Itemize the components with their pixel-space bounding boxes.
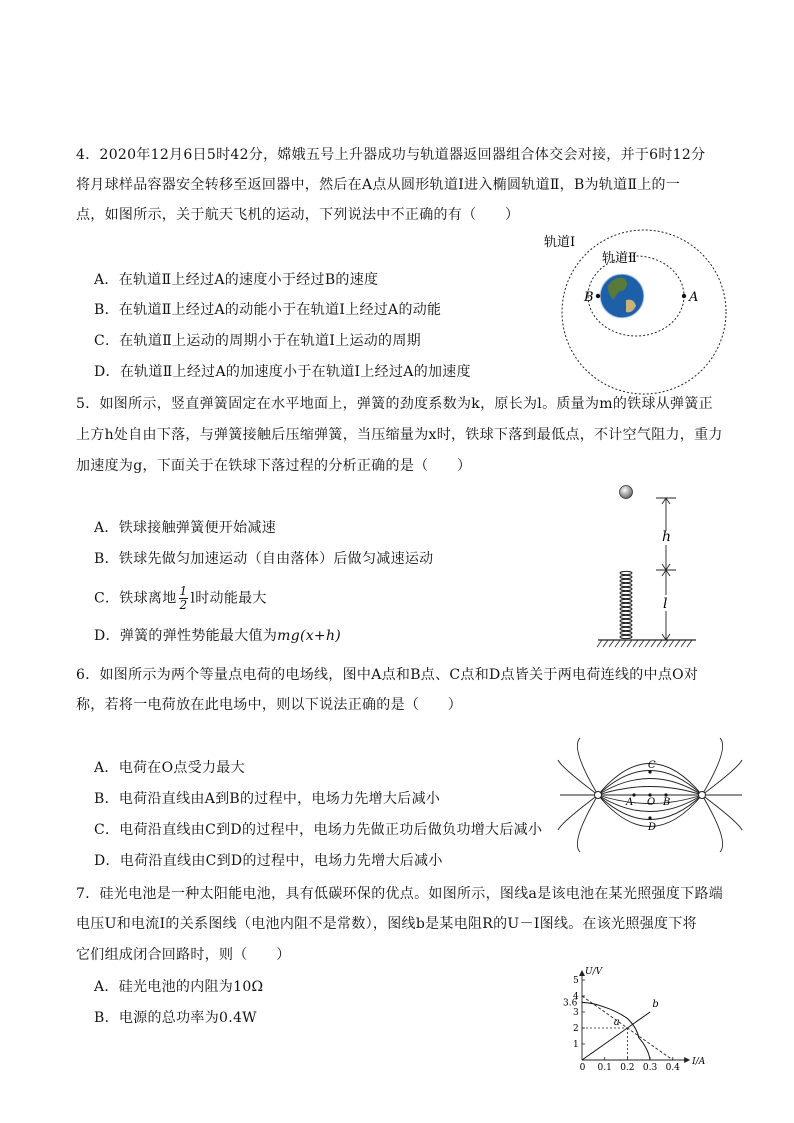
q6-line-1: 6．如图所示为两个等量点电荷的电场线，图中A点和B点、C点和D点皆关于两电荷连线的中点O对 [76, 667, 699, 683]
y-tick-label: 3 [573, 1008, 579, 1018]
q4-line-1: 4．2020年12月6日5时42分，嫦娥五号上升器成功与轨道器返回器组合体交会对接，并于6时12分 [76, 147, 706, 163]
fraction-denominator: 2 [179, 598, 188, 612]
q4-option-b: B．在轨道Ⅱ上经过A的动能小于在轨道Ⅰ上经过A的动能 [94, 302, 442, 318]
y-tick-label: 5 [573, 976, 579, 986]
q6-option-c: C．电荷沿直线由C到D的过程中，电场力先做正功后做负功增大后减小 [94, 822, 543, 838]
charge-right [699, 792, 706, 799]
x-tick-label: 0.4 [665, 1063, 680, 1073]
x-axis-arrow [684, 1057, 690, 1063]
label-b: B [663, 797, 671, 808]
spring [620, 571, 632, 638]
q5-option-d-expression: mg(x+h) [277, 628, 342, 644]
q4-option-d: D．在轨道Ⅱ上经过A的加速度小于在轨道Ⅰ上经过A的加速度 [94, 364, 471, 380]
y-tick-label: 4 [573, 992, 579, 1002]
point-a-dot [682, 294, 686, 298]
x-tick-label: 0.2 [620, 1063, 635, 1073]
charge-left [595, 792, 602, 799]
series-a-label: a [613, 1016, 620, 1028]
q5-option-b: B．铁球先做匀加速运动（自由落体）后做匀减速运动 [94, 551, 434, 567]
q5-option-a: A．铁球接触弹簧便开始减速 [94, 520, 277, 536]
label-orbit-2: 轨道Ⅱ [602, 251, 637, 266]
label-l: l [663, 596, 668, 612]
q7-option-b: B．电源的总功率为0.4W [94, 1010, 257, 1026]
spring-figure [596, 483, 706, 648]
point-b-dot [596, 294, 600, 298]
label-c: C [648, 760, 656, 771]
label-d: D [648, 822, 657, 833]
q4-option-c: C．在轨道Ⅱ上运动的周期小于在轨道Ⅰ上运动的周期 [94, 333, 421, 349]
q5-line-3: 加速度为g，下面关于在铁球下落过程的分析正确的是（ ） [76, 458, 472, 474]
q5-line-1: 5．如图所示，竖直弹簧固定在水平地面上，弹簧的劲度系数为k，原长为l。质量为m的铁球从弹簧正 [76, 396, 713, 412]
q7-line-2: 电压U和电流I的关系图线（电池内阻不是常数），图线b是某电阻R的U－I图线。在该光照强度下将 [76, 916, 697, 932]
q7-option-a: A．硅光电池的内阻为10Ω [94, 979, 264, 995]
u-i-chart [556, 962, 716, 1074]
field-lines-figure [560, 738, 760, 848]
orbit-figure [544, 230, 734, 390]
q4-option-a: A．在轨道Ⅱ上经过A的速度小于经过B的速度 [94, 272, 379, 288]
dimension-lines [656, 498, 676, 640]
iron-ball [620, 486, 633, 499]
y-tick-label: 3.6 [563, 998, 578, 1009]
label-orbit-1: 轨道Ⅰ [544, 235, 576, 250]
series-a-line [582, 1002, 650, 1060]
q5-option-c: C．铁球离地 $\frac{1}{2}$ l时动能最大 [94, 584, 267, 612]
q7-line-3: 它们组成闭合回路时，则（ ） [76, 947, 291, 963]
x-tick-label: 0 [579, 1063, 586, 1073]
x-axis-label: I/A [692, 1057, 706, 1067]
label-h: h [662, 529, 672, 545]
y-tick-label: 1 [573, 1040, 579, 1050]
label-o: O [647, 797, 656, 808]
q4-line-3: 点，如图所示，关于航天飞机的运动，下列说法中不正确的有（ ） [76, 207, 520, 223]
q6-option-b: B．电荷沿直线由A到B的过程中，电场力先增大后减小 [94, 791, 441, 807]
q6-option-d: D．电荷沿直线由C到D的过程中，电场力先增大后减小 [94, 853, 443, 869]
x-tick-label: 0.1 [597, 1063, 612, 1073]
orbit-1-circle [562, 230, 726, 394]
q6-line-2: 称，若将一电荷放在此电场中，则以下说法正确的是（ ） [76, 697, 463, 713]
label-b: B [584, 290, 594, 305]
q4-line-2: 将月球样品容器安全转移至返回器中，然后在A点从圆形轨道Ⅰ进入椭圆轨道Ⅱ，B为轨道Ⅱ上的一 [76, 177, 681, 193]
q7-line-1: 7．硅光电池是一种太阳能电池，具有低碳环保的优点。如图所示，图线a是该电池在某光照强度下路端 [76, 886, 724, 902]
y-tick-label: 2 [573, 1024, 579, 1034]
x-tick-label: 0.3 [642, 1063, 658, 1073]
q6-option-a: A．电荷在O点受力最大 [94, 760, 245, 776]
label-a: A [689, 290, 699, 305]
label-a: A [626, 797, 634, 808]
fraction-numerator: 1 [179, 584, 188, 598]
series-b-label: b [652, 999, 659, 1011]
q5-line-2: 上方h处自由下落，与弹簧接触后压缩弹簧，当压缩量为x时，铁球下落到最低点，不计空气阻力，重力 [76, 427, 723, 443]
q5-option-d: D．弹簧的弹性势能最大值为mg(x+h) [94, 628, 342, 644]
y-axis-label: U/V [585, 967, 603, 977]
